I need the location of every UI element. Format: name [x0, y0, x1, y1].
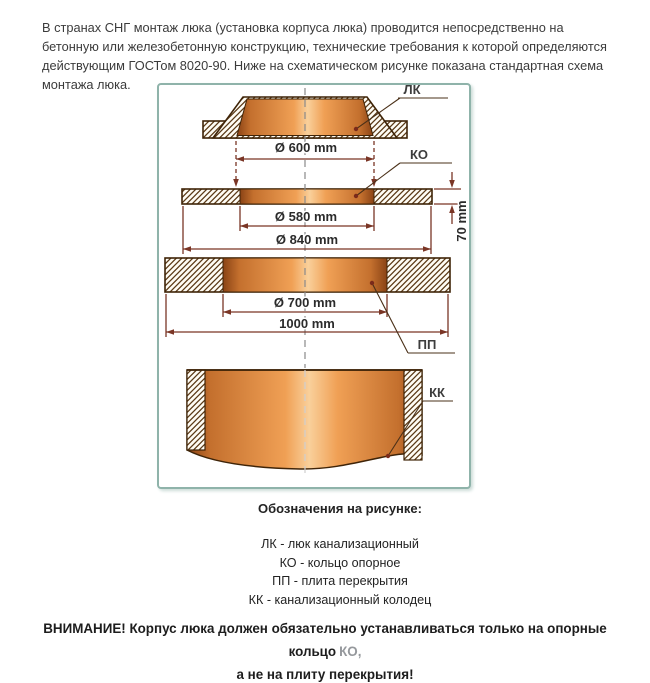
legend-item-kk: КК - канализационный колодец [248, 593, 432, 608]
label-kk: КК [429, 385, 445, 400]
warning-line1: ВНИМАНИЕ! Корпус люка должен обязательно устанавливаться только на опорные кольцо [43, 621, 607, 659]
warning-line2: а не на плиту перекрытия! [236, 667, 414, 682]
cover-slab-shape [165, 258, 450, 292]
intro-paragraph: В странах СНГ монтаж люка (установка корпуса люка) проводится непосредственно на бетонную или железобетонную конструкцию, технические требования к которой определяются действующим ГОСТом 8020-90. Ниже на схематическом рисунке показана стандартная схема монтажа люка. [42, 19, 607, 92]
dim-840: Ø 840 mm [275, 232, 339, 247]
label-ko: КО [409, 147, 429, 162]
diagram-frame [157, 83, 471, 489]
warning-text [25, 617, 625, 683]
legend-heading: Обозначения на рисунке: [258, 501, 422, 516]
dim-600: Ø 600 mm [274, 140, 338, 155]
warning-line1-suffix: КО, [339, 644, 362, 659]
installation-diagram [159, 85, 469, 487]
dim-70: 70 mm [454, 200, 469, 242]
dim-1000: 1000 mm [279, 316, 335, 331]
label-lk: ЛК [403, 85, 421, 97]
legend [130, 501, 550, 610]
legend-item-lk: ЛК - люк канализационный [261, 537, 419, 551]
dim-580: Ø 580 mm [274, 209, 338, 224]
legend-item-ko: КО - кольцо опорное [279, 555, 401, 570]
legend-item-pp: ПП - плита перекрытия [272, 574, 408, 589]
label-pp: ПП [417, 337, 437, 352]
dim-700: Ø 700 mm [273, 295, 337, 310]
support-ring-shape [182, 189, 432, 204]
